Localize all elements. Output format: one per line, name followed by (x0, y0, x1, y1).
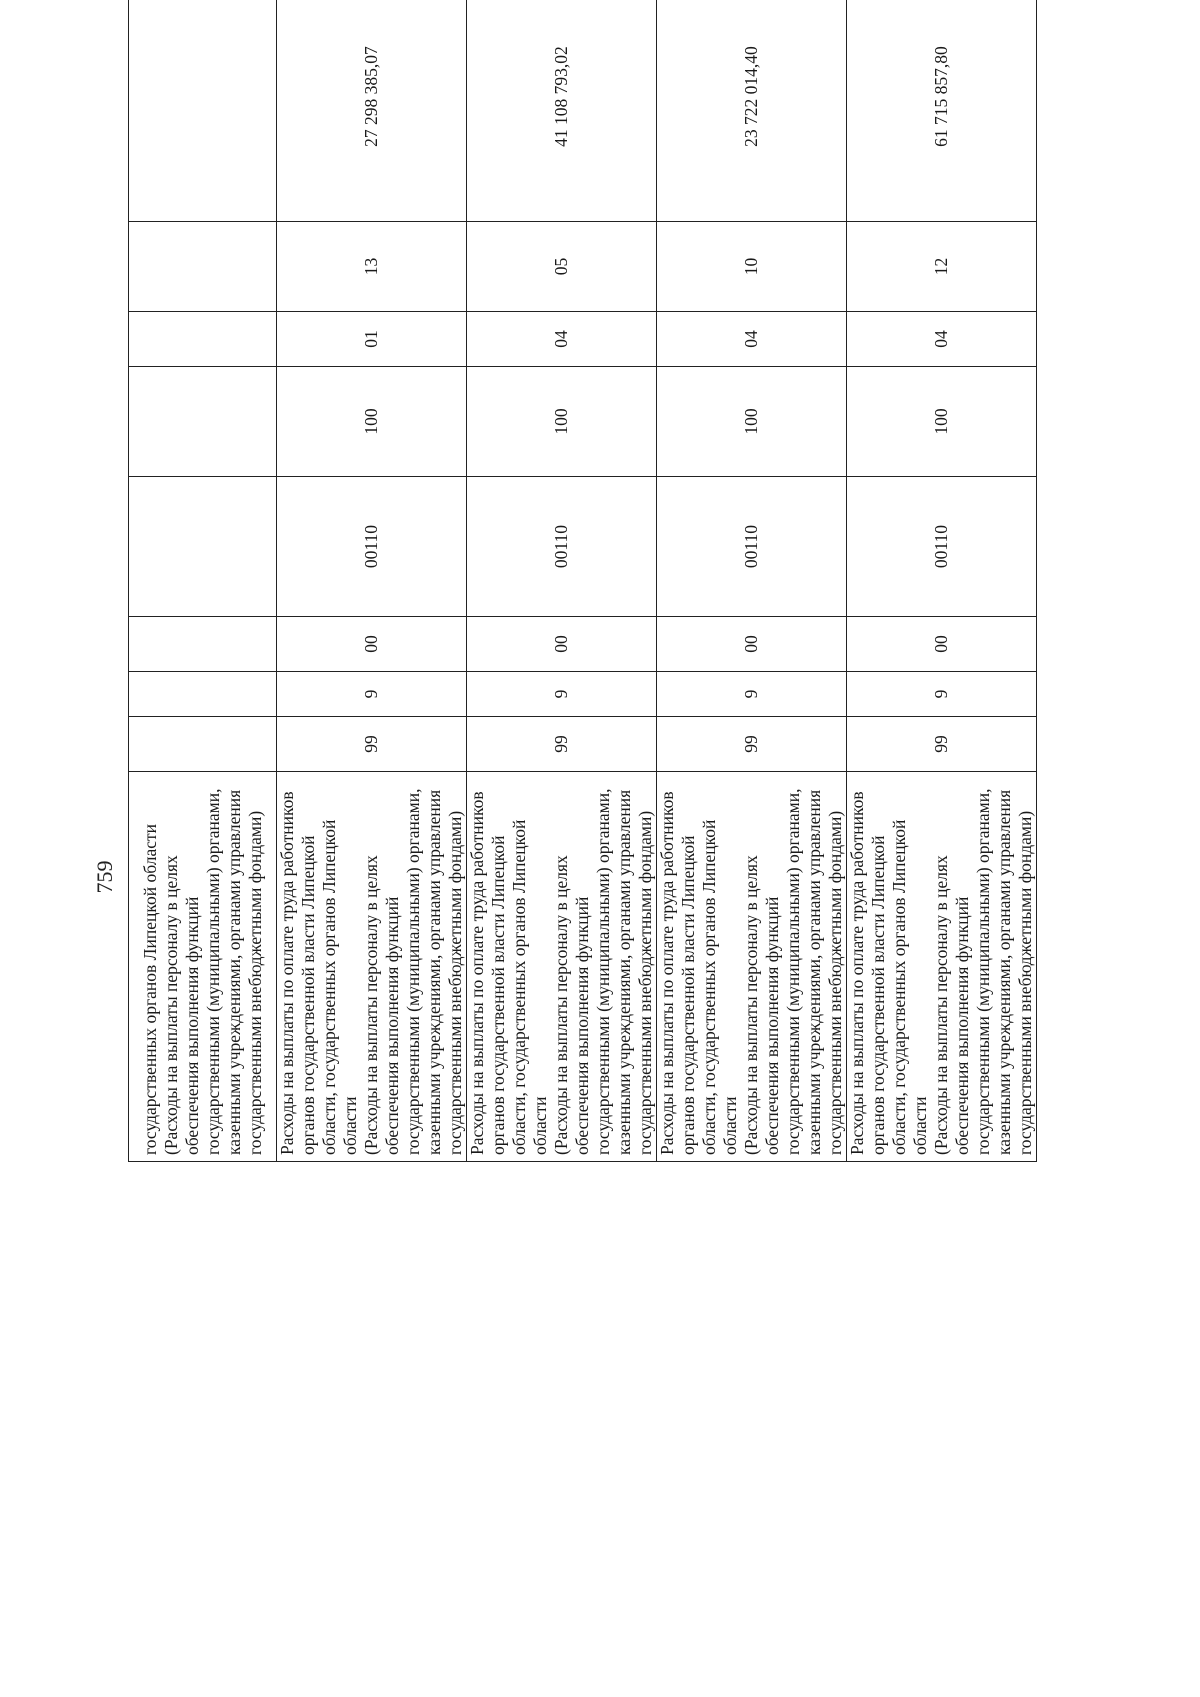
page-number: 759 (92, 860, 117, 894)
cell-program: 99 (847, 717, 1037, 772)
cell-direction: 00110 (657, 477, 847, 617)
table-row (277, 0, 467, 1162)
cell-section: 01 (277, 312, 467, 367)
cell-section: 04 (847, 312, 1037, 367)
cell-amount-1: 27 298 385,07 (277, 0, 467, 222)
cell-amount-1: 23 722 014,40 (657, 0, 847, 222)
cell-program: 99 (277, 717, 467, 772)
cell-direction: 00110 (277, 477, 467, 617)
rotated-table-container (128, 46, 1193, 1162)
cell-program (129, 717, 277, 772)
cell-direction (129, 477, 277, 617)
row-description: государственных органов Липецкой области (Расходы на выплаты персоналу в целях обеспечения выполнения функций государственными (муниципальными) органами, казенными учреждениями, органами управления государственными внебюджетными фондами) (129, 772, 277, 1162)
cell-subsection: 10 (657, 222, 847, 312)
cell-expense-type: 100 (657, 367, 847, 477)
cell-subsection: 12 (847, 222, 1037, 312)
cell-expense-type: 100 (847, 367, 1037, 477)
cell-event: 00 (847, 617, 1037, 672)
cell-program: 99 (467, 717, 657, 772)
cell-subprogram: 9 (467, 672, 657, 717)
cell-amount-1: 41 108 793,02 (467, 0, 657, 222)
cell-subprogram (129, 672, 277, 717)
table-row (467, 0, 657, 1162)
cell-subsection: 05 (467, 222, 657, 312)
row-description: Расходы на выплаты по оплате труда работников органов государственной власти Липецкой области, государственных органов Липецкой области (Расходы на выплаты персоналу в целях обеспечения выполнения функций государственными (муниципальными) органами, казенными учреждениями, органами управления государственными внебюджетными фондами) (657, 772, 847, 1162)
row-description: Расходы на выплаты по оплате труда работников органов государственной власти Липецкой области, государственных органов Липецкой области (Расходы на выплаты персоналу в целях обеспечения выполнения функций государственными (муниципальными) органами, казенными учреждениями, органами управления государственными внебюджетными фондами) (847, 772, 1037, 1162)
cell-event: 00 (467, 617, 657, 672)
cell-direction: 00110 (467, 477, 657, 617)
table-row (657, 0, 847, 1162)
cell-event: 00 (277, 617, 467, 672)
cell-direction: 00110 (847, 477, 1037, 617)
cell-expense-type: 100 (467, 367, 657, 477)
cell-subsection (129, 222, 277, 312)
row-description: Расходы на выплаты по оплате труда работников органов государственной власти Липецкой области, государственных органов Липецкой области (Расходы на выплаты персоналу в целях обеспечения выполнения функций государственными (муниципальными) органами, казенными учреждениями, органами управления государственными внебюджетными фондами) (467, 772, 657, 1162)
cell-event (129, 617, 277, 672)
table-row (129, 0, 277, 1162)
cell-expense-type: 100 (277, 367, 467, 477)
cell-subsection: 13 (277, 222, 467, 312)
cell-amount-1 (129, 0, 277, 222)
cell-program: 99 (657, 717, 847, 772)
cell-subprogram: 9 (657, 672, 847, 717)
cell-expense-type (129, 367, 277, 477)
table-row (847, 0, 1037, 1162)
cell-amount-1: 61 715 857,80 (847, 0, 1037, 222)
cell-section (129, 312, 277, 367)
budget-table (128, 0, 1037, 1162)
cell-subprogram: 9 (847, 672, 1037, 717)
row-description: Расходы на выплаты по оплате труда работников органов государственной власти Липецкой области, государственных органов Липецкой области (Расходы на выплаты персоналу в целях обеспечения выполнения функций государственными (муниципальными) органами, казенными учреждениями, органами управления государственными внебюджетными фондами) (277, 772, 467, 1162)
cell-section: 04 (467, 312, 657, 367)
cell-section: 04 (657, 312, 847, 367)
cell-event: 00 (657, 617, 847, 672)
cell-subprogram: 9 (277, 672, 467, 717)
